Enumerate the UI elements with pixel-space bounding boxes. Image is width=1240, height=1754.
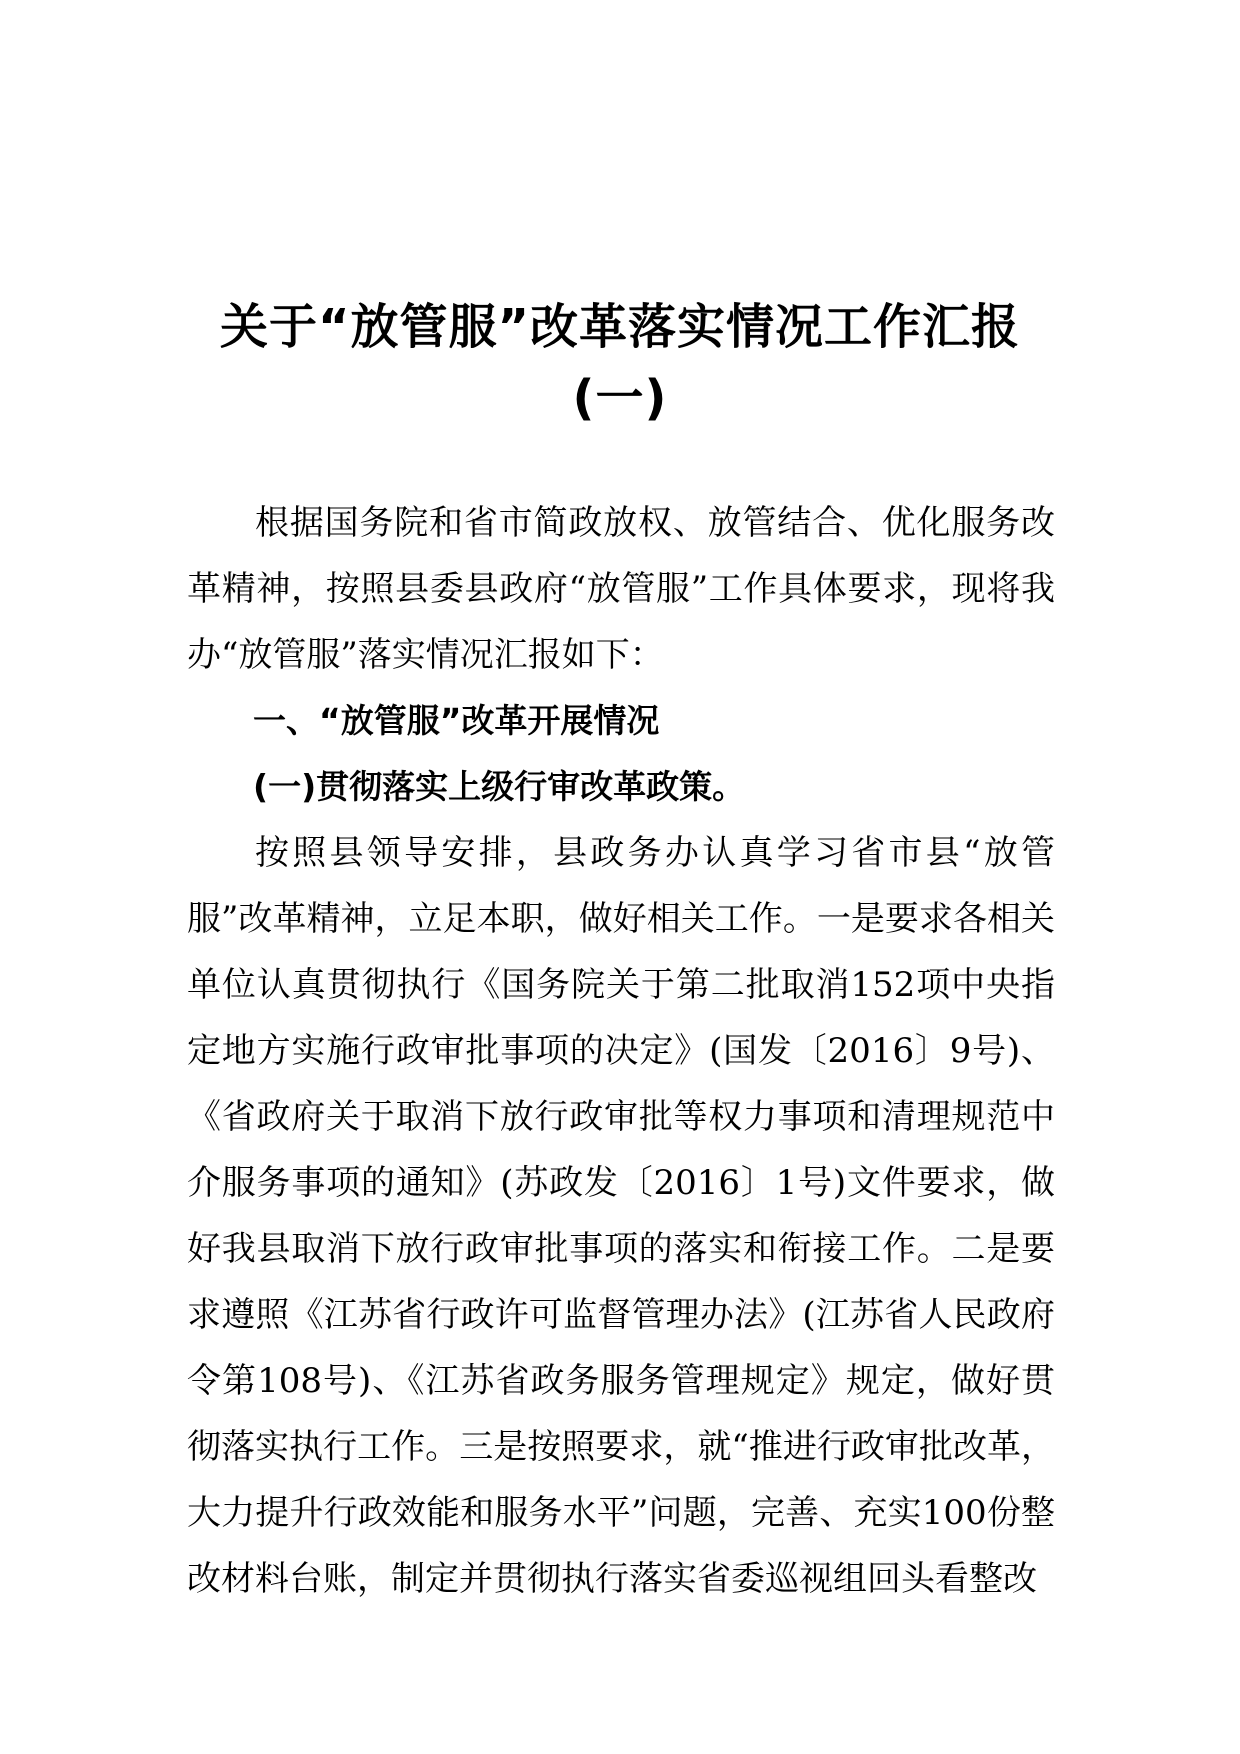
document-body xyxy=(187,490,1055,1612)
section-heading: 一、“放管服”改革开展情况 xyxy=(253,701,660,740)
body-paragraph: 按照县领导安排，县政务办认真学习省市县“放管服”改革精神，立足本职，做好相关工作。一是要求各相关单位认真贯彻执行《国务院关于第二批取消152项中央指定地方实施行政审批事项的决定》(国发〔2016〕9号)、《省政府关于取消下放行政审批等权力事项和清理规范中介服务事项的通知》(苏政发〔2016〕1号)文件要求，做好我县取消下放行政审批事项的落实和衔接工作。二是要求遵照《江苏省行政许可监督管理办法》(江苏省人民政府令第108号)、《江苏省政务服务管理规定》规定，做好贯彻落实执行工作。三是按照要求，就“推进行政审批改革，大力提升行政效能和服务水平”问题，完善、充实100份整改材料台账，制定并贯彻执行落实省委巡视组回头看整改 xyxy=(187,833,1055,1599)
subsection-heading: (一)贯彻落实上级行审改革政策。 xyxy=(253,767,746,806)
document-title: 关于“放管服”改革落实情况工作汇报 xyxy=(219,299,1021,355)
document-title-number: (一) xyxy=(572,370,668,426)
intro-paragraph: 根据国务院和省市简政放权、放管结合、优化服务改革精神，按照县委县政府“放管服”工作具体要求，现将我办“放管服”落实情况汇报如下： xyxy=(187,503,1055,675)
